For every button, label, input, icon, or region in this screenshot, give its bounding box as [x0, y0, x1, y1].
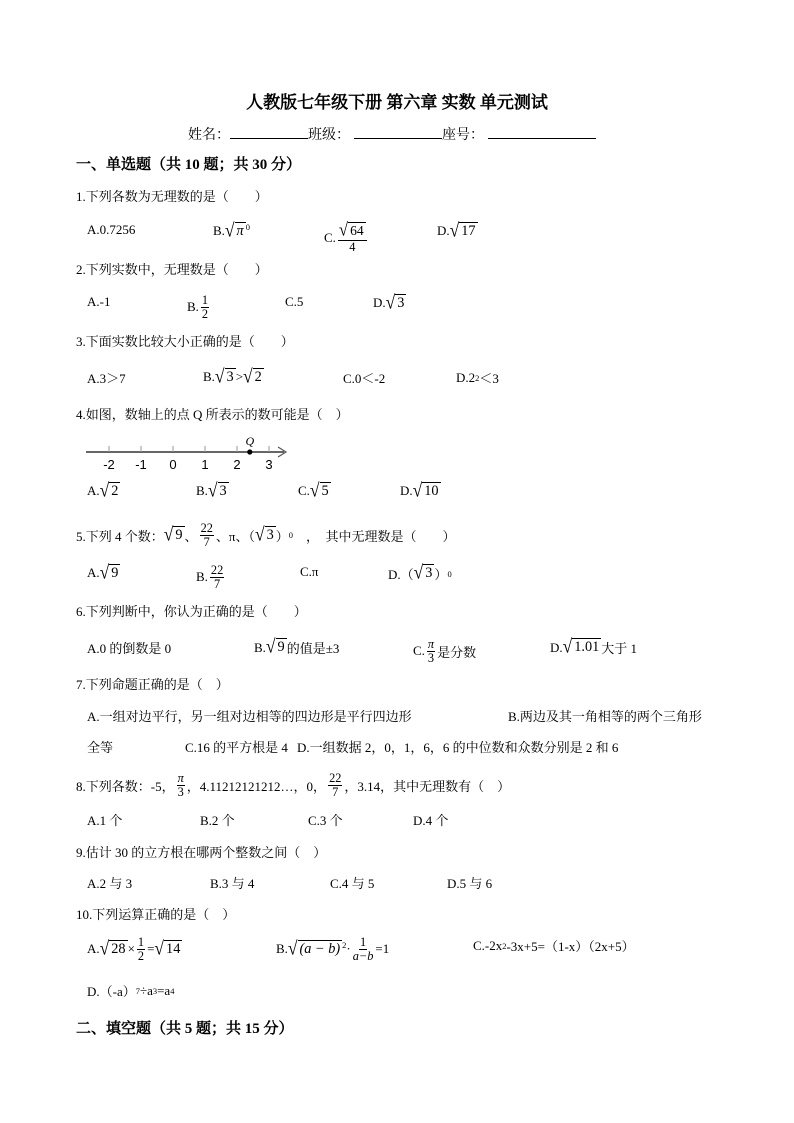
tick-label: 2 — [233, 457, 241, 472]
text: B.2 个 — [200, 813, 235, 828]
radicand: 9 — [277, 639, 285, 656]
denominator: 2 — [201, 306, 209, 321]
text: C.5 — [285, 294, 304, 309]
option-2-0[interactable] — [87, 294, 110, 310]
fraction — [201, 294, 209, 321]
square-root — [449, 218, 478, 241]
exponent: 7 — [135, 985, 140, 996]
text: D.5 与 6 — [447, 876, 493, 891]
option-4-3[interactable] — [400, 478, 441, 501]
option-6-0[interactable] — [87, 638, 171, 657]
text: A.2 与 3 — [87, 876, 133, 891]
text: B.两边及其一角相等的两个三角形 — [508, 709, 702, 724]
square-root — [265, 634, 287, 657]
option-10-2[interactable] — [473, 936, 635, 955]
numerator: 22 — [210, 563, 224, 577]
fraction — [338, 218, 367, 254]
question-stem-5 — [76, 522, 456, 549]
radicand: 28 — [111, 941, 126, 958]
radical-sign-icon: √ — [154, 936, 165, 959]
option-7-4[interactable] — [297, 737, 618, 756]
text: A. — [87, 565, 100, 581]
radical-sign-icon: √ — [265, 634, 276, 657]
text: = — [147, 941, 155, 957]
radical-sign-icon: √ — [207, 478, 218, 501]
option-10-3[interactable] — [87, 981, 174, 1000]
fraction — [210, 564, 224, 591]
question-stem-10: 10.下列运算正确的是（ ） — [76, 907, 236, 922]
exponent: 3 — [152, 985, 158, 996]
text: B. — [196, 569, 208, 585]
seat-blank[interactable] — [488, 124, 596, 139]
text: ） — [275, 528, 289, 544]
denominator: 7 — [203, 534, 210, 549]
question-stem-9: 9.估计 30 的立方根在哪两个整数之间（ ） — [76, 845, 327, 860]
question-stem-6: 6.下列判断中，你认为正确的是（ ） — [76, 604, 307, 619]
radical-sign-icon: √ — [338, 218, 349, 240]
text: B.3 与 4 — [210, 876, 255, 891]
option-1-0[interactable] — [87, 222, 135, 238]
text: B. — [187, 299, 199, 315]
option-7-3[interactable] — [185, 737, 288, 756]
fraction — [328, 772, 342, 799]
option-4-1[interactable] — [196, 478, 229, 501]
tick-label: 0 — [169, 457, 177, 472]
radicand: 3 — [266, 527, 274, 544]
denominator: 7 — [214, 576, 221, 591]
text: D.一组数据 2，0，1，6，6 的中位数和众数分别是 2 和 6 — [297, 740, 619, 755]
radicand: π — [236, 223, 244, 239]
text: C. — [324, 229, 336, 245]
fraction — [353, 936, 374, 963]
radical-sign-icon: √ — [562, 634, 573, 657]
text: C.4 与 5 — [330, 876, 375, 891]
radical-sign-icon: √ — [413, 560, 424, 583]
denominator: 4 — [349, 239, 356, 254]
text: 、 — [184, 528, 198, 544]
page-title: 人教版七年级下册 第六章 实数 单元测试 — [246, 93, 548, 112]
number-line — [84, 436, 294, 476]
section-heading-single-choice: 一、单选题（共 10 题；共 30 分） — [76, 157, 302, 173]
text: C. — [298, 483, 310, 499]
radical-sign-icon: √ — [163, 522, 174, 545]
student-info — [188, 124, 596, 144]
seat-label: 座号： — [442, 128, 484, 143]
radical-sign-icon: √ — [99, 478, 110, 501]
fraction — [427, 638, 435, 665]
radicand: 10 — [424, 483, 439, 499]
text: A. — [87, 941, 100, 957]
option-9-2[interactable] — [330, 873, 374, 892]
text: ÷a — [139, 982, 153, 998]
square-root — [207, 478, 229, 501]
option-1-1[interactable] — [213, 218, 250, 241]
point-q-label: Q — [245, 436, 255, 448]
square-root — [562, 634, 602, 657]
radical-sign-icon: √ — [309, 478, 320, 501]
text: A. — [87, 483, 100, 499]
text: A.0.7256 — [87, 222, 136, 237]
text: · — [346, 941, 351, 957]
text: =1 — [375, 941, 390, 957]
option-7-0[interactable] — [87, 706, 412, 725]
option-2-3[interactable] — [373, 290, 406, 313]
option-3-2[interactable] — [343, 368, 385, 387]
text: A.-1 — [87, 294, 111, 309]
radicand: (a − b) — [299, 941, 341, 958]
text: B. — [203, 369, 215, 385]
radicand: 14 — [166, 941, 181, 958]
option-6-3[interactable] — [550, 634, 638, 657]
text: -3x+5=（1-x）（2x+5） — [506, 939, 635, 954]
text: =a — [157, 982, 171, 998]
text: B. — [213, 223, 225, 239]
radical-sign-icon: √ — [412, 478, 423, 501]
name-blank[interactable] — [230, 124, 308, 139]
text: C.0＜-2 — [343, 371, 386, 386]
option-3-3[interactable] — [456, 368, 499, 387]
option-8-2[interactable] — [308, 810, 343, 829]
text: ， 其中无理数是（ ） — [293, 528, 456, 544]
option-5-1[interactable] — [196, 564, 226, 591]
denominator: 3 — [427, 650, 435, 665]
square-root — [287, 936, 347, 959]
denominator: 7 — [332, 784, 339, 799]
radicand: 3 — [226, 369, 234, 385]
text: A.一组对边平行，另一组对边相等的四边形是平行四边形 — [87, 709, 412, 724]
square-root — [224, 218, 250, 241]
radicand: 64 — [350, 223, 364, 238]
radical-sign-icon: √ — [449, 218, 460, 241]
fraction — [137, 936, 145, 963]
denominator: a−b — [352, 948, 374, 963]
option-1-2[interactable] — [324, 218, 369, 254]
numerator: 1 — [137, 935, 145, 949]
denominator: 3 — [177, 784, 184, 799]
numerator: π — [427, 637, 435, 651]
option-3-0[interactable] — [87, 368, 126, 387]
numerator — [338, 218, 367, 241]
section-heading-fill-blank: 二、填空题（共 5 题；共 15 分） — [76, 1021, 294, 1037]
square-root — [154, 936, 182, 959]
radical-sign-icon: √ — [254, 522, 265, 545]
text: D. — [373, 295, 386, 311]
text: A.0 的倒数是 0 — [87, 641, 172, 656]
square-root — [163, 522, 185, 545]
option-9-1[interactable] — [210, 873, 254, 892]
square-root — [412, 478, 441, 501]
point-q — [247, 449, 252, 454]
radical-sign-icon: √ — [243, 364, 253, 387]
radicand: 1.01 — [574, 639, 600, 656]
square-root — [413, 560, 435, 583]
option-10-0[interactable] — [87, 936, 182, 963]
text: A.3＞7 — [87, 371, 126, 386]
text: 的值是±3 — [286, 641, 340, 656]
numerator: π — [177, 771, 184, 785]
text: C.-2x — [473, 937, 503, 953]
radicand: 5 — [321, 483, 329, 499]
option-4-2[interactable] — [298, 478, 331, 501]
radical-sign-icon: √ — [287, 936, 298, 959]
option-2-2[interactable] — [285, 294, 303, 310]
option-3-1[interactable] — [203, 364, 264, 387]
text: C.16 的平方根是 4 — [185, 740, 288, 755]
tick-label: -2 — [103, 457, 115, 472]
square-root — [99, 560, 121, 583]
text: D. — [400, 483, 413, 499]
radicand: 17 — [461, 223, 476, 239]
text: 、π、（ — [215, 528, 255, 544]
text: B. — [276, 941, 288, 957]
option-10-1[interactable] — [276, 936, 389, 963]
option-8-0[interactable] — [87, 810, 122, 829]
square-root — [254, 522, 276, 545]
numerator: 22 — [329, 771, 342, 785]
class-blank[interactable] — [354, 124, 442, 139]
square-root — [99, 936, 128, 959]
text: D.2 — [456, 369, 476, 385]
radical-sign-icon: √ — [385, 290, 396, 313]
square-root — [309, 478, 331, 501]
text: 8.下列各数：-5， — [76, 778, 175, 794]
exponent: 2 — [475, 372, 480, 383]
text: ＜3 — [479, 371, 499, 386]
option-2-1[interactable] — [187, 294, 211, 321]
option-8-1[interactable] — [200, 810, 235, 829]
question-stem-7: 7.下列命题正确的是（ ） — [76, 677, 229, 692]
radical-sign-icon: √ — [214, 364, 225, 387]
numerator: 22 — [200, 521, 213, 535]
radicand: 2 — [111, 483, 119, 499]
option-7-1[interactable] — [508, 706, 702, 725]
text: ，3.14，其中无理数有（ ） — [344, 778, 511, 794]
text: ，4.11212121212…，0， — [186, 778, 327, 794]
option-4-0[interactable] — [87, 478, 120, 501]
text: C. — [413, 643, 425, 659]
square-root — [214, 364, 236, 387]
radicand: 9 — [175, 527, 183, 544]
text: C.π — [300, 564, 319, 579]
text: ） — [434, 567, 448, 582]
question-stem-8 — [76, 772, 510, 799]
radical-sign-icon: √ — [99, 936, 110, 959]
option-5-2[interactable] — [300, 564, 318, 580]
option-9-0[interactable] — [87, 873, 132, 892]
question-stem-2: 2.下列实数中，无理数是（ ） — [76, 262, 268, 277]
text: 是分数 — [437, 644, 477, 660]
square-root — [243, 364, 264, 387]
tick-label: -1 — [135, 457, 147, 472]
text: B. — [196, 483, 208, 499]
exponent: 4 — [170, 985, 175, 996]
text: D. — [550, 639, 563, 655]
option-6-2[interactable] — [413, 638, 476, 665]
text: C.3 个 — [308, 813, 343, 828]
question-stem-3: 3.下面实数比较大小正确的是（ ） — [76, 334, 294, 349]
option-1-3[interactable] — [437, 218, 478, 241]
text: D.4 个 — [413, 813, 449, 828]
square-root — [385, 290, 407, 313]
class-label: 班级： — [308, 128, 350, 143]
name-label: 姓名： — [188, 128, 230, 143]
square-root — [99, 478, 121, 501]
radical-sign-icon: √ — [99, 560, 110, 583]
radicand: 3 — [397, 295, 405, 311]
option-8-3[interactable] — [413, 810, 448, 829]
exponent: 2 — [502, 940, 507, 951]
text: × — [127, 941, 135, 957]
option-5-0[interactable] — [87, 560, 120, 583]
fraction — [200, 522, 214, 549]
text: D.（ — [388, 567, 414, 582]
text: A.1 个 — [87, 813, 123, 828]
tick-label: 3 — [265, 457, 273, 472]
fraction — [177, 772, 185, 799]
radicand: 9 — [111, 565, 119, 581]
text: B. — [254, 639, 266, 655]
radicand: 3 — [425, 565, 433, 582]
text: D.（-a） — [87, 984, 136, 999]
text: 全等 — [87, 740, 114, 755]
option-5-3[interactable] — [388, 560, 452, 583]
text: 5.下列 4 个数： — [76, 528, 164, 544]
question-stem-4: 4.如图，数轴上的点 Q 所表示的数可能是（ ） — [76, 407, 349, 422]
question-stem-1: 1.下列各数为无理数的是（ ） — [76, 189, 268, 204]
tick-label: 1 — [201, 457, 209, 472]
option-7-2[interactable] — [87, 737, 113, 756]
exponent: 2 — [342, 940, 347, 951]
exponent: 0 — [288, 530, 293, 541]
option-6-1[interactable] — [254, 634, 340, 657]
radicand: 3 — [219, 483, 227, 499]
numerator: 1 — [201, 293, 209, 307]
denominator: 2 — [137, 948, 145, 963]
exponent: 0 — [447, 568, 452, 579]
option-9-3[interactable] — [447, 873, 492, 892]
radical-sign-icon: √ — [224, 218, 235, 241]
text: 大于 1 — [601, 641, 638, 656]
numerator: 1 — [359, 935, 367, 949]
text: > — [235, 369, 244, 385]
text: D. — [437, 223, 450, 239]
exponent: 0 — [245, 222, 250, 232]
radicand: 2 — [254, 369, 262, 385]
